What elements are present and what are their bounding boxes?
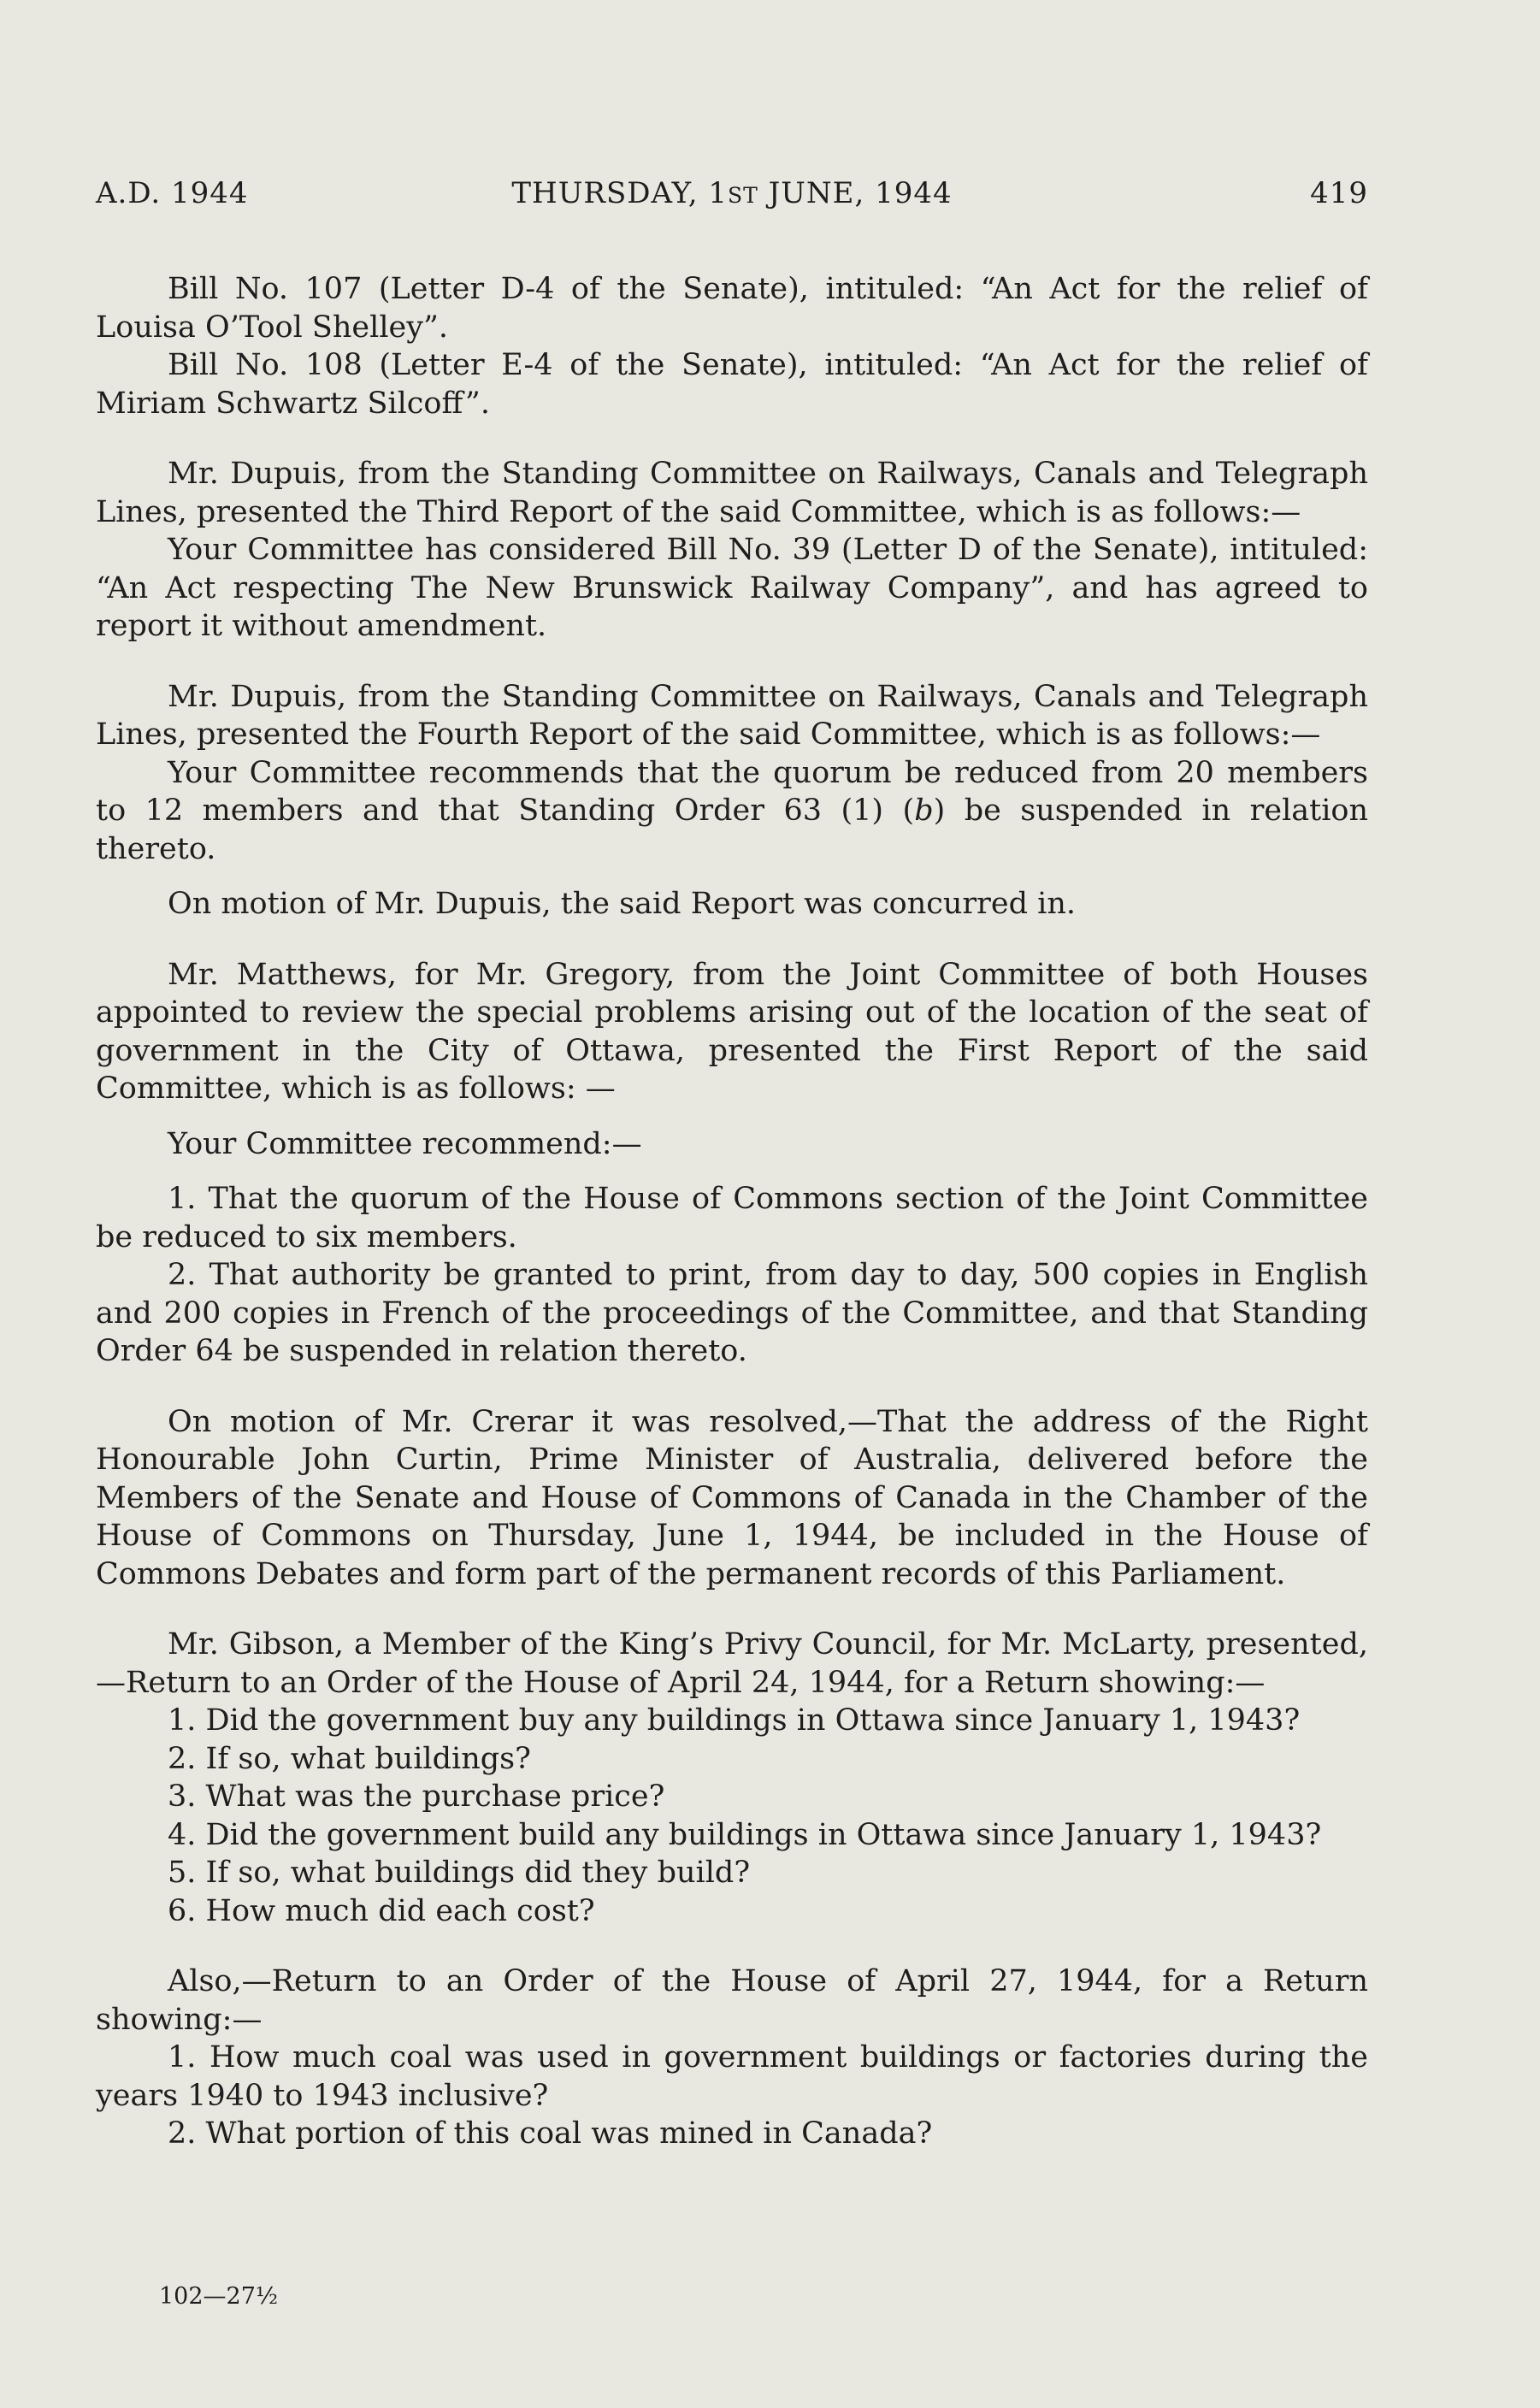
header-date: THURSDAY, 1ST JUNE, 1944: [511, 176, 953, 210]
list-item: 5. If so, what buildings did they build?: [168, 1856, 751, 1890]
paragraph: Also,—Return to an Order of the House of April 27, 1944, for a Return showing:—: [96, 1964, 1368, 2037]
list-item: 2. If so, what buildings?: [168, 1741, 531, 1776]
list-item: 1. Did the government buy any buildings in Ottawa since January 1, 1943?: [168, 1703, 1301, 1738]
paragraph: Your Committee recommend:—: [168, 1126, 642, 1161]
paragraph: Your Committee has considered Bill No. 39 (Letter D of the Senate), intituled: “An Act respecting The New Brunswick Railway Company”, and has agreed to report it without amendment.: [96, 533, 1368, 643]
paragraph: Mr. Dupuis, from the Standing Committee on Railways, Canals and Telegraph Lines, presented the Fourth Report of the said Committee, which is as follows:—: [96, 679, 1368, 752]
paragraph: Bill No. 107 (Letter D-4 of the Senate), intituled: “An Act for the relief of Louisa O’Tool Shelley”.: [96, 272, 1368, 345]
paragraph: On motion of Mr. Crerar it was resolved,—That the address of the Right Honourable John Curtin, Prime Minister of Australia, delivered before the Members of the Senate and House of Commons of Canada in the Chamber of the House of Commons on Thursday, June 1, 1944, be included in the House of Commons Debates and form part of the permanent records of this Parliament.: [96, 1404, 1368, 1591]
paragraph: Mr. Gibson, a Member of the King’s Privy Council, for Mr. McLarty, presented,—Return to an Order of the House of April 24, 1944, for a Return showing:—: [96, 1627, 1368, 1700]
header-year: A.D. 1944: [96, 176, 249, 210]
page-body: [96, 270, 1368, 2153]
paragraph: Your Committee recommends that the quorum be reduced from 20 members to 12 members and that Standing Order 63 (1) (b) be suspended in relation thereto.: [96, 755, 1368, 866]
paragraph: Mr. Dupuis, from the Standing Committee on Railways, Canals and Telegraph Lines, presented the Third Report of the said Committee, which is as follows:—: [96, 457, 1368, 529]
paragraph: On motion of Mr. Dupuis, the said Report was concurred in.: [168, 887, 1076, 921]
list-item: 6. How much did each cost?: [168, 1893, 595, 1928]
list-item: 2. What portion of this coal was mined in Canada?: [168, 2116, 933, 2151]
list-item: 1. How much coal was used in government buildings or factories during the years 1940 to 1943 inclusive?: [96, 2040, 1368, 2113]
paragraph: Mr. Matthews, for Mr. Gregory, from the Joint Committee of both Houses appointed to review the special problems arising out of the location of the seat of government in the City of Ottawa, presented the First Report of the said Committee, which is as follows: —: [96, 957, 1368, 1106]
page-number: 419: [1310, 176, 1368, 210]
paragraph: 2. That authority be granted to print, from day to day, 500 copies in English and 200 copies in French of the proceedings of the Committee, and that Standing Order 64 be suspended in relation thereto.: [96, 1258, 1368, 1368]
page-header: [96, 176, 1368, 217]
signature-mark: 102—27½: [159, 2283, 279, 2310]
paragraph: 1. That the quorum of the House of Commons section of the Joint Committee be reduced to six members.: [96, 1182, 1368, 1254]
list-item: 3. What was the purchase price?: [168, 1779, 665, 1814]
paragraph: Bill No. 108 (Letter E-4 of the Senate), intituled: “An Act for the relief of Miriam Schwartz Silcoff”.: [96, 348, 1368, 421]
list-item: 4. Did the government build any buildings in Ottawa since January 1, 1943?: [168, 1817, 1322, 1852]
